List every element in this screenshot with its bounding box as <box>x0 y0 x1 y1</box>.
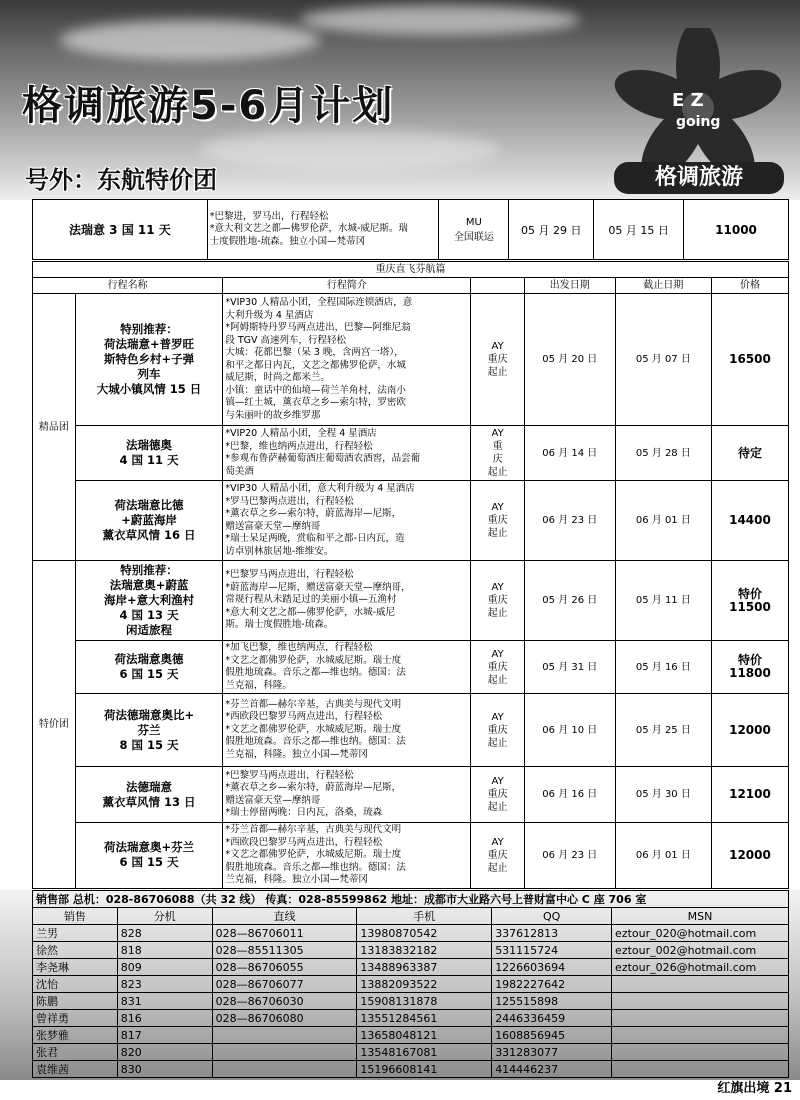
contact-direct: 028—85511305 <box>212 942 357 959</box>
col-name: 行程名称 <box>33 278 223 294</box>
col-price: 价格 <box>711 278 788 294</box>
tour-price: 12000 <box>711 694 788 767</box>
tour-price: 12100 <box>711 767 788 823</box>
col-air <box>471 278 524 294</box>
contact-qq: 125515898 <box>492 993 612 1010</box>
contact-direct: 028—86706080 <box>212 1010 357 1027</box>
contact-msn[interactable]: eztour_026@hotmail.com <box>612 959 789 976</box>
contact-direct: 028—86706077 <box>212 976 357 993</box>
tour-row <box>33 767 789 823</box>
tour-description: *VIP30 人精品小团，意大利升级为 4 星酒店 *罗马巴黎两点进出，行程轻松 *薰衣草之乡—索尔特，蔚蓝海岸—尼斯， 赠送富豪天堂—摩纳哥 *瑞士呆足两晚，赏临和平之都-日内瓦，造 访卓别林旅居地-维维安。 <box>223 481 471 561</box>
logo-text-top: E Z <box>672 90 704 111</box>
contact-qq: 1226603694 <box>492 959 612 976</box>
contact-header-row <box>33 908 789 925</box>
featured-tour-name: 法瑞意 3 国 11 天 <box>33 200 208 260</box>
tour-price: 特价 11500 <box>711 561 788 641</box>
featured-tour-desc: *巴黎进，罗马出，行程轻松 *意大利文艺之都—佛罗伦萨，水城-威尼斯。瑞 士度假胜地-琉森。独立小国—梵蒂冈 <box>207 200 439 260</box>
tour-depart-date: 05 月 31 日 <box>524 641 615 694</box>
contact-info: 销售部 总机：028-86706088（共 32 线） 传真：028-85599862 地址：成都市大业路六号上普财富中心 C 座 706 室 <box>33 891 789 908</box>
tour-depart-date: 06 月 14 日 <box>524 426 615 481</box>
contact-qq: 1608856945 <box>492 1027 612 1044</box>
contact-table <box>32 890 789 1078</box>
tour-deadline-date: 05 月 25 日 <box>615 694 711 767</box>
contact-row <box>33 1010 789 1027</box>
contact-qq: 531115724 <box>492 942 612 959</box>
contact-qq: 414446237 <box>492 1061 612 1078</box>
contact-name: 曾祥勇 <box>33 1010 118 1027</box>
tour-depart-date: 06 月 10 日 <box>524 694 615 767</box>
contact-row <box>33 942 789 959</box>
contact-msn <box>612 1027 789 1044</box>
contact-mobile: 13488963387 <box>357 959 492 976</box>
contact-ext: 809 <box>117 959 212 976</box>
tour-depart-date: 05 月 20 日 <box>524 294 615 426</box>
col-depart: 出发日期 <box>524 278 615 294</box>
contact-row <box>33 1044 789 1061</box>
tour-description: *芬兰首都—赫尔辛基，古典美与现代文明 *西欧段巴黎罗马两点进出，行程轻松 *文艺之都佛罗伦萨，水城威尼斯。瑞士度 假胜地琉森。音乐之都—维也纳。德国：法 兰克福，科隆。独立小国—梵蒂冈 <box>223 694 471 767</box>
contact-msn <box>612 1061 789 1078</box>
contact-direct: 028—86706055 <box>212 959 357 976</box>
group-label: 特价团 <box>33 561 76 889</box>
tour-airline: AY 重 庆 起止 <box>471 426 524 481</box>
contact-ext: 820 <box>117 1044 212 1061</box>
tour-airline: AY 重庆 起止 <box>471 481 524 561</box>
contact-row <box>33 976 789 993</box>
contact-mobile: 13658048121 <box>357 1027 492 1044</box>
contact-ext: 828 <box>117 925 212 942</box>
col-desc: 行程简介 <box>223 278 471 294</box>
contact-row <box>33 1027 789 1044</box>
tour-deadline-date: 05 月 28 日 <box>615 426 711 481</box>
tour-description: *芬兰首都—赫尔辛基，古典美与现代文明 *西欧段巴黎罗马两点进出，行程轻松 *文艺之都佛罗伦萨，水城威尼斯。瑞士度 假胜地琉森。音乐之都—维也纳。德国：法 兰克福，科隆。独立小国—梵蒂冈 <box>223 823 471 889</box>
tour-airline: AY 重庆 起止 <box>471 294 524 426</box>
logo-text-bottom: going <box>676 114 721 130</box>
tour-name: 荷法德瑞意奥比+ 芬兰 8 国 15 天 <box>75 694 223 767</box>
tour-description: *VIP20 人精品小团，全程 4 星酒店 *巴黎，维也纳两点进出，行程轻松 *参观布鲁萨赫葡萄酒庄葡萄酒农酒窖，品尝葡 萄美酒 <box>223 426 471 481</box>
tour-deadline-date: 05 月 07 日 <box>615 294 711 426</box>
tour-name: 特别推荐： 荷法瑞意+普罗旺 斯特色乡村+子弹 列车 大城小镇风情 15 日 <box>75 294 223 426</box>
tour-description: *巴黎罗马两点进出，行程轻松 *薰衣草之乡—索尔特，蔚蓝海岸—尼斯， 赠送富豪天堂—摩纳哥 *瑞士停留两晚：日内瓦，洛桑，琉森 <box>223 767 471 823</box>
tour-depart-date: 05 月 26 日 <box>524 561 615 641</box>
tour-depart-date: 06 月 23 日 <box>524 823 615 889</box>
contact-mobile: 15908131878 <box>357 993 492 1010</box>
tour-row <box>33 294 789 426</box>
contact-name: 袁维茜 <box>33 1061 118 1078</box>
contact-mobile: 13980870542 <box>357 925 492 942</box>
contact-name: 徐然 <box>33 942 118 959</box>
contact-ext: 817 <box>117 1027 212 1044</box>
featured-tour-table <box>32 199 789 260</box>
tour-name: 荷法瑞意比德 +蔚蓝海岸 薰衣草风情 16 日 <box>75 481 223 561</box>
contact-qq: 331283077 <box>492 1044 612 1061</box>
page-subtitle: 号外：东航特价团 <box>25 166 217 194</box>
tour-deadline-date: 05 月 11 日 <box>615 561 711 641</box>
contact-mobile: 13548167081 <box>357 1044 492 1061</box>
tour-deadline-date: 05 月 30 日 <box>615 767 711 823</box>
contact-msn <box>612 993 789 1010</box>
contact-direct <box>212 1061 357 1078</box>
contact-col-header: MSN <box>612 908 789 925</box>
contact-ext: 831 <box>117 993 212 1010</box>
contact-ext: 823 <box>117 976 212 993</box>
contact-qq: 2446336459 <box>492 1010 612 1027</box>
group-label: 精品团 <box>33 294 76 561</box>
contact-name: 兰男 <box>33 925 118 942</box>
tour-row <box>33 823 789 889</box>
contact-row <box>33 959 789 976</box>
contact-name: 李尧琳 <box>33 959 118 976</box>
tour-airline: AY 重庆 起止 <box>471 767 524 823</box>
contact-ext: 818 <box>117 942 212 959</box>
tour-depart-date: 06 月 16 日 <box>524 767 615 823</box>
contact-mobile: 15196608141 <box>357 1061 492 1078</box>
tour-name: 荷法瑞意奥德 6 国 15 天 <box>75 641 223 694</box>
tour-row <box>33 426 789 481</box>
contact-col-header: 分机 <box>117 908 212 925</box>
contact-row <box>33 993 789 1010</box>
tour-price: 14400 <box>711 481 788 561</box>
tour-row <box>33 641 789 694</box>
contact-msn[interactable]: eztour_002@hotmail.com <box>612 942 789 959</box>
contact-direct: 028—86706030 <box>212 993 357 1010</box>
tour-table <box>32 261 789 889</box>
tour-airline: AY 重庆 起止 <box>471 561 524 641</box>
contact-mobile: 13882093522 <box>357 976 492 993</box>
contact-col-header: QQ <box>492 908 612 925</box>
contact-name: 张梦雅 <box>33 1027 118 1044</box>
featured-tour-price: 11000 <box>684 200 789 260</box>
contact-row <box>33 925 789 942</box>
contact-msn <box>612 1044 789 1061</box>
contact-name: 沈怡 <box>33 976 118 993</box>
contact-col-header: 直线 <box>212 908 357 925</box>
contact-direct <box>212 1044 357 1061</box>
page-number: 红旗出境 21 <box>717 1081 792 1096</box>
tour-name: 荷法瑞意奥+芬兰 6 国 15 天 <box>75 823 223 889</box>
contact-row <box>33 1061 789 1078</box>
contact-mobile: 13183832182 <box>357 942 492 959</box>
contact-name: 陈鹏 <box>33 993 118 1010</box>
featured-tour-depart: 05 月 29 日 <box>509 200 594 260</box>
tour-deadline-date: 06 月 01 日 <box>615 481 711 561</box>
tour-description: *VIP30 人精品小团，全程国际连锁酒店，意 大利升级为 4 星酒店 *阿姆斯特丹罗马两点进出，巴黎—阿维尼翁 段 TGV 高速列车，行程轻松 大城：花都巴黎（呆 3 晚，含两宫一塔）， 和平之都日内瓦，文艺之都佛罗伦萨，水城 威尼斯，时尚之都米兰。 小镇：童话中的仙境—荷兰羊角村，法南小 镇—红土城，薰衣草之乡—索尔特，罗密欧 与朱丽叶的故乡维罗那 <box>223 294 471 426</box>
tour-deadline-date: 06 月 01 日 <box>615 823 711 889</box>
contact-direct <box>212 1027 357 1044</box>
contact-qq: 1982227642 <box>492 976 612 993</box>
contact-col-header: 手机 <box>357 908 492 925</box>
contact-qq: 337612813 <box>492 925 612 942</box>
contact-ext: 816 <box>117 1010 212 1027</box>
tour-name: 法德瑞意 薰衣草风情 13 日 <box>75 767 223 823</box>
tour-price: 12000 <box>711 823 788 889</box>
contact-msn[interactable]: eztour_020@hotmail.com <box>612 925 789 942</box>
featured-tour-deadline: 05 月 15 日 <box>594 200 684 260</box>
contact-msn <box>612 976 789 993</box>
tour-deadline-date: 05 月 16 日 <box>615 641 711 694</box>
contact-mobile: 13551284561 <box>357 1010 492 1027</box>
tour-airline: AY 重庆 起止 <box>471 641 524 694</box>
tour-row <box>33 561 789 641</box>
brand-name: 格调旅游 <box>614 162 784 194</box>
tour-price: 待定 <box>711 426 788 481</box>
tour-description: *巴黎罗马两点进出，行程轻松 *蔚蓝海岸—尼斯，赠送富豪天堂—摩纳哥， 常规行程从未踏足过的美丽小镇—五渔村 *意大利文艺之都—佛罗伦萨，水城-威尼 斯。瑞士度假胜地-琉森。 <box>223 561 471 641</box>
contact-name: 张君 <box>33 1044 118 1061</box>
contact-ext: 830 <box>117 1061 212 1078</box>
section-title: 重庆直飞芬航篇 <box>33 262 789 278</box>
tour-depart-date: 06 月 23 日 <box>524 481 615 561</box>
tour-airline: AY 重庆 起止 <box>471 694 524 767</box>
tour-row <box>33 481 789 561</box>
featured-tour-airline: MU 全国联运 <box>439 200 509 260</box>
contact-col-header: 销售 <box>33 908 118 925</box>
tour-airline: AY 重庆 起止 <box>471 823 524 889</box>
contact-msn <box>612 1010 789 1027</box>
page-title: 格调旅游5-6月计划 <box>22 83 395 129</box>
tour-price: 16500 <box>711 294 788 426</box>
tour-name: 特别推荐： 法瑞意奥+蔚蓝 海岸+意大利渔村 4 国 13 天 闲适旅程 <box>75 561 223 641</box>
tour-price: 特价 11800 <box>711 641 788 694</box>
contact-direct: 028—86706011 <box>212 925 357 942</box>
tour-row <box>33 694 789 767</box>
tour-description: *加飞巴黎，维也纳两点，行程轻松 *文艺之都佛罗伦萨，水城威尼斯。瑞士度 假胜地琉森。音乐之都—维也纳。德国：法 兰克福，科隆。 <box>223 641 471 694</box>
col-deadline: 截止日期 <box>615 278 711 294</box>
tour-name: 法瑞德奥 4 国 11 天 <box>75 426 223 481</box>
